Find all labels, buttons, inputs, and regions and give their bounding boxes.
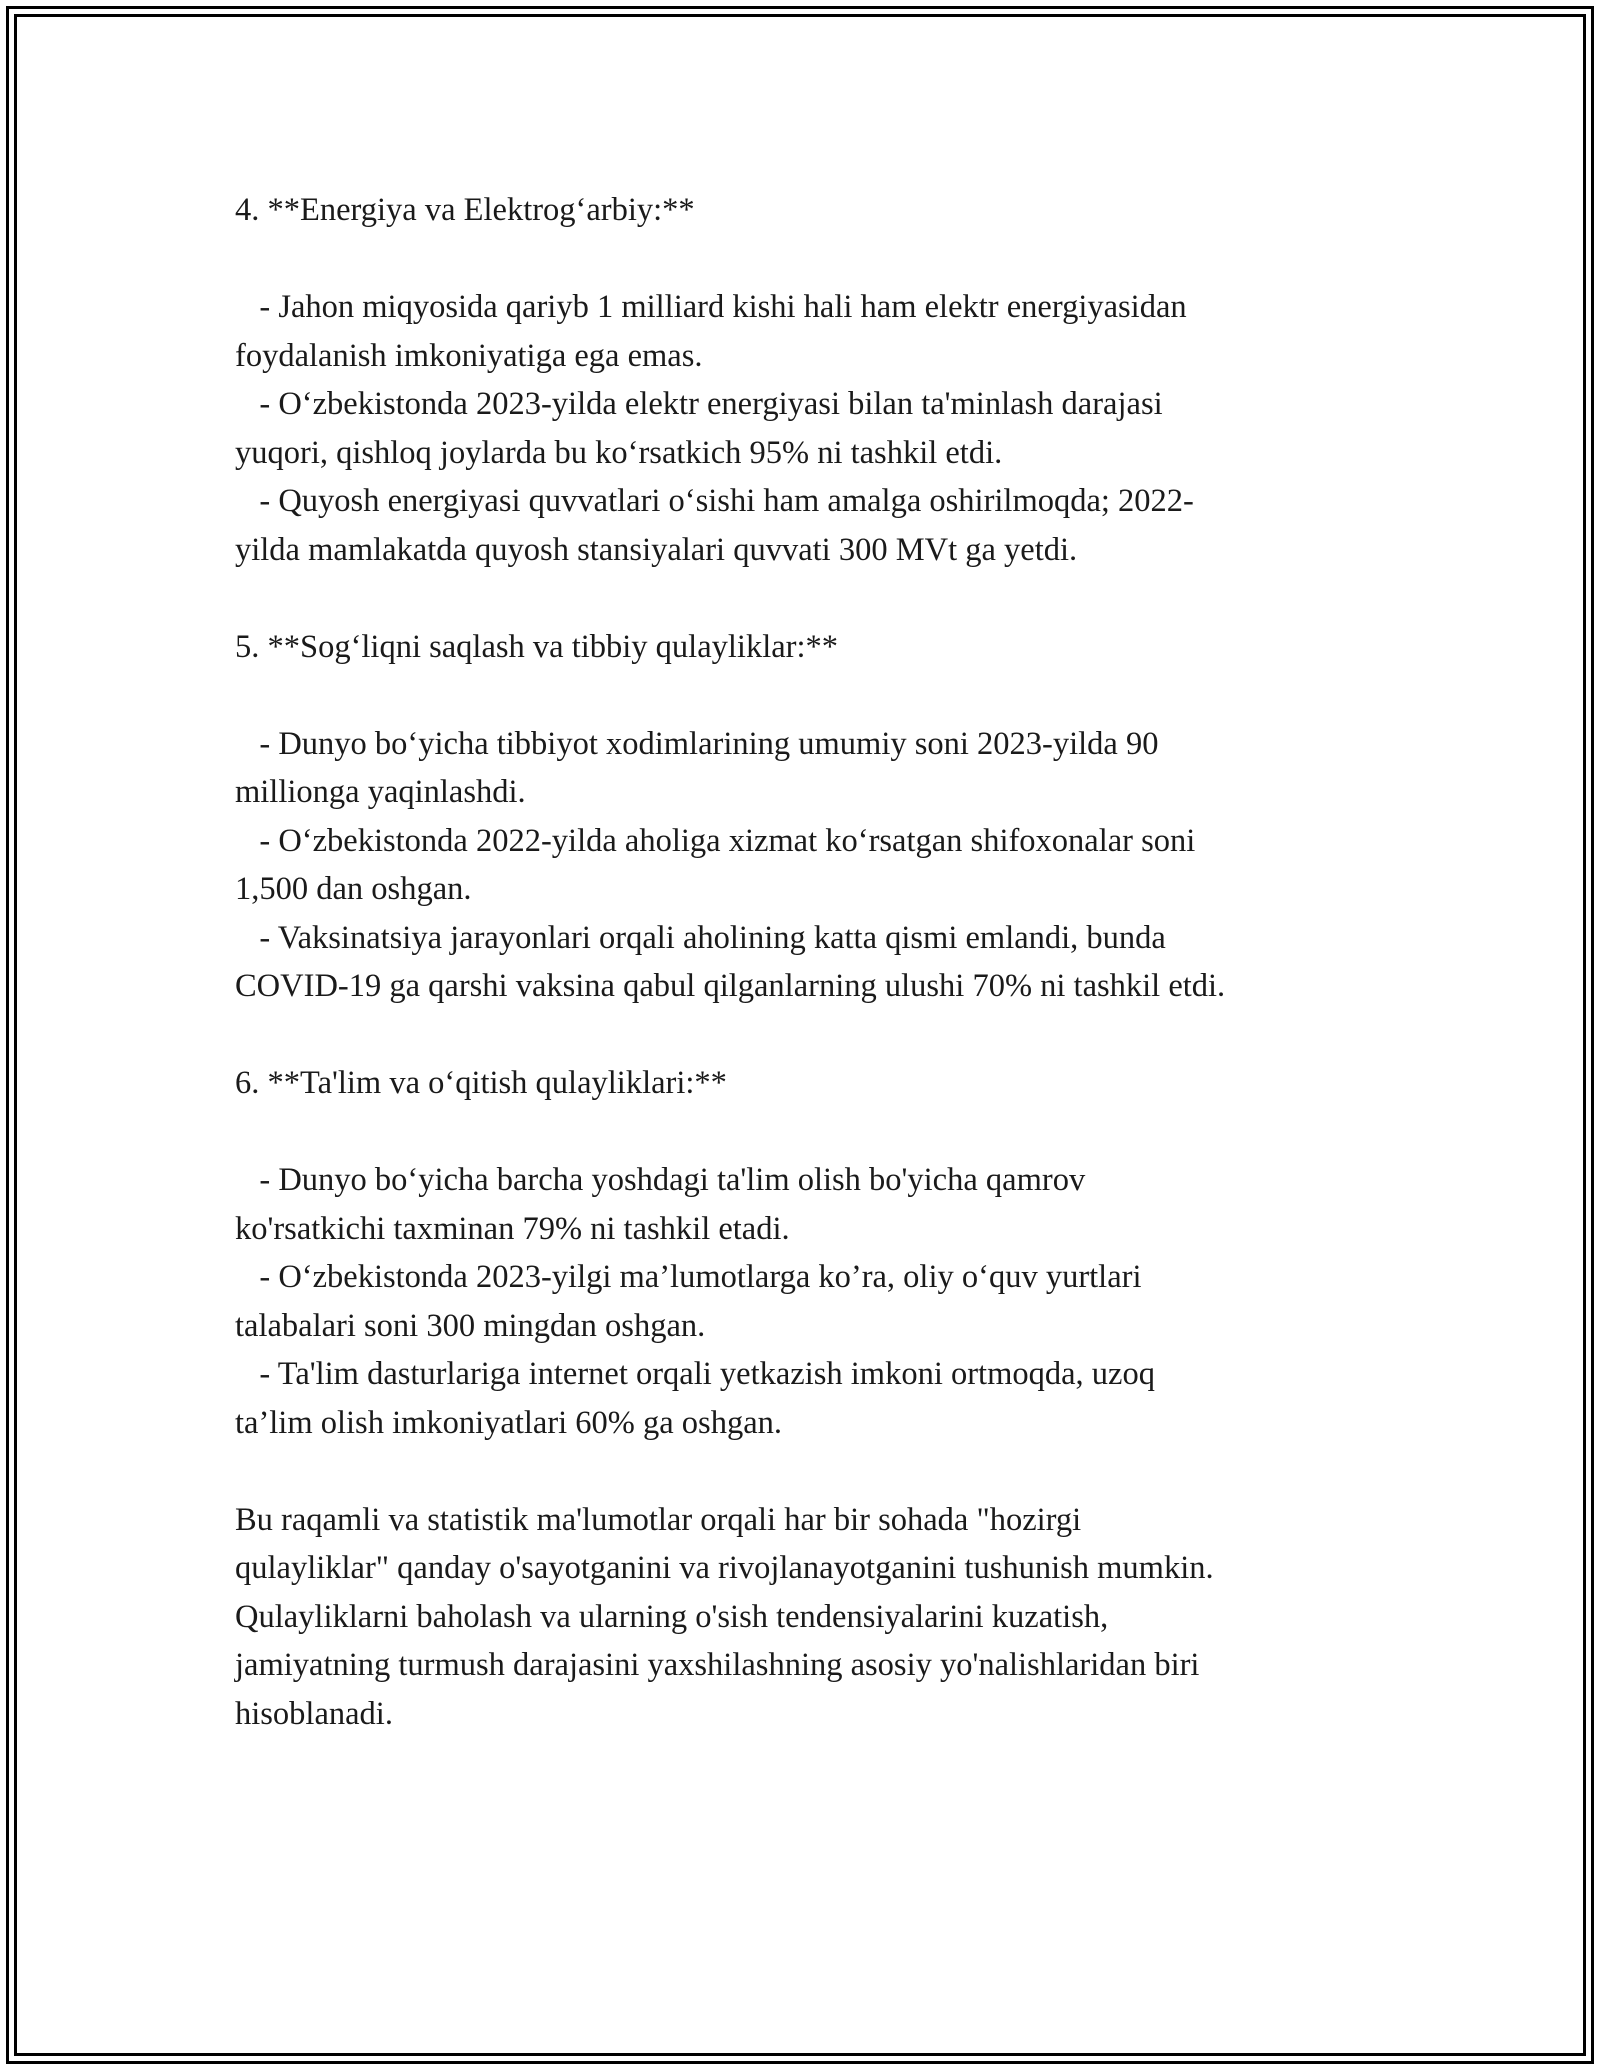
paragraph-line: 1,500 dan oshgan.	[235, 871, 472, 907]
paragraph-line: qulayliklar" qanday o'sayotganini va rivojlanayotganini tushunish mumkin.	[235, 1550, 1214, 1586]
section-education	[235, 1059, 1385, 1447]
section-health	[235, 623, 1385, 1011]
paragraph-line: - Vaksinatsiya jarayonlari orqali aholining katta qismi emlandi, bunda	[235, 919, 1166, 956]
paragraph-line: - Dunyo bo‘yicha barcha yoshdagi ta'lim olish bo'yicha qamrov	[235, 1162, 1086, 1198]
paragraph-line: - O‘zbekistonda 2023-yilda elektr energiyasi bilan ta'minlash darajasi	[235, 386, 1163, 422]
paragraph-line: Bu raqamli va statistik ma'lumotlar orqali har bir sohada "hozirgi	[235, 1501, 1082, 1538]
section-heading: 5. **Sog‘liqni saqlash va tibbiy qulayliklar:**	[235, 628, 838, 665]
paragraph-line: ta’lim olish imkoniyatlari 60% ga oshgan.	[235, 1404, 782, 1441]
paragraph-line: talabalari soni 300 mingdan oshgan.	[235, 1307, 706, 1344]
paragraph-line: - O‘zbekistonda 2023-yilgi ma’lumotlarga ko’ra, oliy o‘quv yurtlari	[235, 1259, 1142, 1295]
section-energy	[235, 186, 1385, 574]
document-body	[235, 186, 1385, 1738]
paragraph-line: COVID-19 ga qarshi vaksina qabul qilganlarning ulushi 70% ni tashkil etdi.	[235, 968, 1226, 1004]
paragraph-line: - Quyosh energiyasi quvvatlari o‘sishi ham amalga oshirilmoqda; 2022-	[235, 483, 1194, 519]
section-heading: 4. **Energiya va Elektrog‘arbiy:**	[235, 192, 695, 228]
paragraph-line: Qulayliklarni baholash va ularning o'sish tendensiyalarini kuzatish,	[235, 1598, 1109, 1635]
section-heading: 6. **Ta'lim va o‘qitish qulayliklari:**	[235, 1065, 727, 1101]
paragraph-line: hisoblanadi.	[235, 1695, 393, 1732]
paragraph-line: yuqori, qishloq joylarda bu ko‘rsatkich 95% ni tashkil etdi.	[235, 434, 1003, 471]
paragraph-line: foydalanish imkoniyatiga ega emas.	[235, 337, 703, 374]
conclusion-paragraph	[235, 1496, 1385, 1739]
paragraph-line: jamiyatning turmush darajasini yaxshilashning asosiy yo'nalishlaridan biri	[235, 1647, 1200, 1683]
paragraph-line: yilda mamlakatda quyosh stansiyalari quvvati 300 MVt ga yetdi.	[235, 531, 1078, 568]
paragraph-line: ko'rsatkichi taxminan 79% ni tashkil etadi.	[235, 1210, 790, 1247]
paragraph-line: - O‘zbekistonda 2022-yilda aholiga xizmat ko‘rsatgan shifoxonalar soni	[235, 822, 1196, 859]
paragraph-line: - Jahon miqyosida qariyb 1 milliard kishi hali ham elektr energiyasidan	[235, 289, 1187, 325]
paragraph-line: - Dunyo bo‘yicha tibbiyot xodimlarining umumiy soni 2023-yilda 90	[235, 725, 1159, 762]
paragraph-line: - Ta'lim dasturlariga internet orqali yetkazish imkoni ortmoqda, uzoq	[235, 1356, 1155, 1392]
paragraph-line: millionga yaqinlashdi.	[235, 774, 526, 810]
